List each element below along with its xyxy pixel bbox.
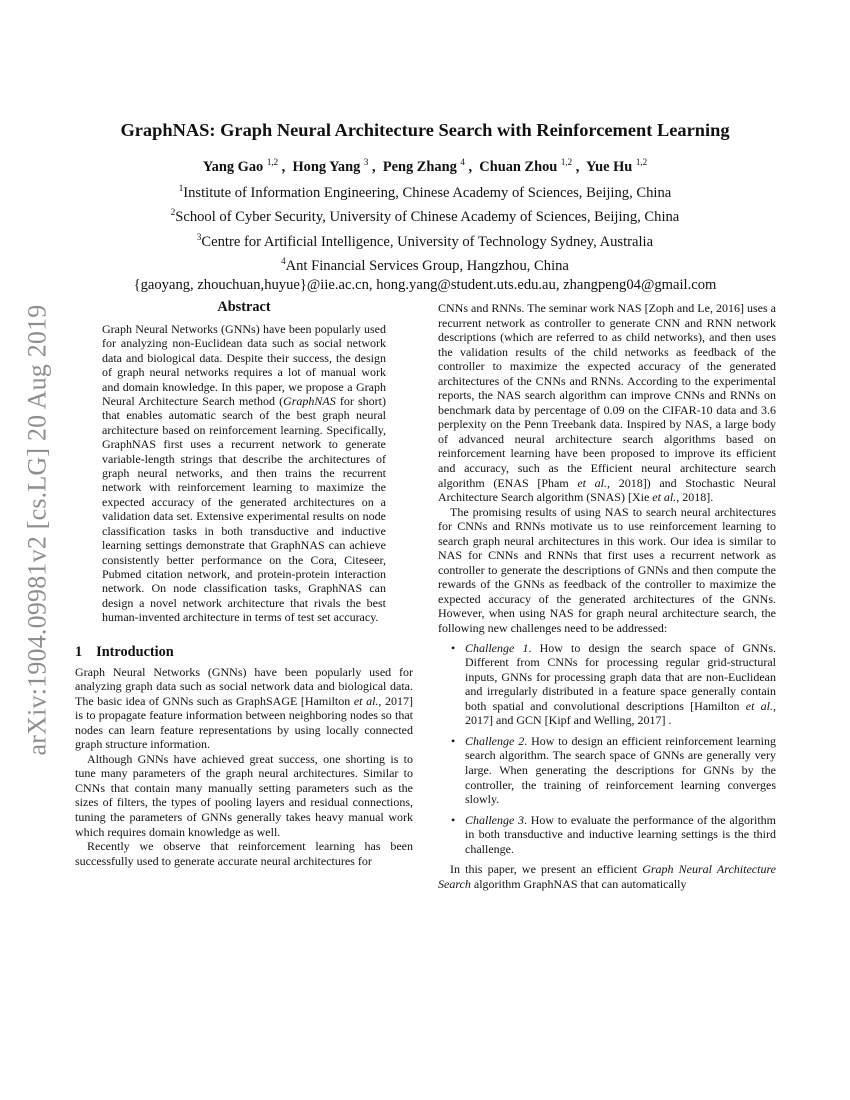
author-affiliation-mark: 3 [363,157,369,167]
author-name: Peng Zhang [382,158,457,175]
author-affiliation-mark: 1,2 [635,157,648,167]
challenge-label: Challenge 2 [465,733,525,748]
intro-paragraph-3-continued [438,301,776,505]
list-item [438,734,776,807]
affiliation-number: 1 [178,182,184,193]
intro-paragraph-5 [438,862,776,891]
abstract-text-part: Graph Neural Networks (GNNs) have been popularly used for analyzing non-Euclidean data such as social network data and biological data. Despite their success, the design of graph neural networks requires a lot of manual work and domain knowledge. In this paper, we propose a Graph Neural Architecture Search method ( [102,322,386,409]
affiliation-text: Centre for Artificial Intelligence, University of Technology Sydney, Australia [201,233,654,250]
affiliation-text: School of Cyber Security, University of Chinese Academy of Sciences, Beijing, China [175,209,680,226]
citation-emphasis: et al. [577,475,608,490]
author-name: Chuan Zhou [479,158,558,175]
challenge-label: Challenge 1 [465,640,529,655]
arxiv-side-stamp [19,290,55,770]
citation-emphasis: et al. [353,693,379,708]
author-emails: {gaoyang, zhouchuan,huyue}@iie.ac.cn, hong.yang@student.uts.edu.au, zhangpeng04@gmail.com [133,277,717,294]
bullet: • [451,733,456,748]
author-name: Yue Hu [586,158,633,175]
affiliation-text: Ant Financial Services Group, Hangzhou, China [285,257,569,274]
intro-paragraph-3: Recently we observe that reinforcement learning has been successfully used to generate accurate neural architectures for [75,839,413,868]
author-name: Hong Yang [292,158,361,175]
intro-paragraph-4: The promising results of using NAS to search neural architectures for CNNs and RNNs motivate us to use reinforcement learning to search graph neural architectures in this work. Our idea is similar to NAS for CNNs and RNNs that first uses a recurrent network as controller to generate the descriptions of GNNs and then compute the rewards of the GNNs as feedback of the controller to maximize the expected accuracy of the generated architectures of the GNNs. However, when using NAS for graph neural architecture search, the following new challenges need to be addressed: [438,504,776,636]
affiliation [60,203,790,227]
list-item [438,813,776,857]
paragraph-text: Graph Neural Networks (GNNs) have been popularly used for analyzing graph data such as social network data and biological data. The basic idea of GNNs such as GraphSAGE [Hamilton [75,664,413,708]
paragraph-text: CNNs and RNNs. The seminar work NAS [Zoph and Le, 2016] uses a recurrent network as controller to generate CNN and RNN network descriptions (which are referred to as child networks), and then uses the validation results of the child networks as feedback of the controller to maximize the expected accuracy of the generated architectures of the CNNs and RNNs. According to the experimental reports, the NAS search algorithm can improve CNNs and RNNs on benchmark data by percentage of 0.09 on the CIFAR-10 data and 3.6 perplexity on the Penn Treebank data. Inspired by NAS, a large body of advanced neural architecture search algorithms based on reinforcement learning have been proposed to improve its efficient and accuracy, such as the Efficient neural architecture search algorithm (ENAS [Pham [438,301,776,490]
challenge-list [438,641,776,857]
author-affiliation-mark: 1,2 [560,157,573,167]
affiliation-text: Institute of Information Engineering, Chinese Academy of Sciences, Beijing, China [183,184,672,201]
challenge-text: . How to design the search space of GNNs. Different from CNNs for processing regular grid-structural inputs, GNNs for processing graph data that are non-Euclidean and irregularly distributed in a feature space generally contain both spatial and convolutional descriptions [Hamilton [465,640,776,713]
author-affiliation-mark: 4 [460,157,465,167]
abstract-text [102,322,386,625]
affiliation-number: 2 [170,207,176,218]
bullet: • [451,640,456,655]
affiliation [60,252,790,276]
citation-emphasis: et al. [652,490,677,505]
section-heading-introduction [75,643,413,661]
paragraph-text: , 2018]) and Stochastic Neural Architecture Search algorithm (SNAS) [Xie [438,475,776,505]
author-affiliation-mark: 1,2 [266,157,279,167]
arxiv-id: arXiv:1904.09981v2 [cs.LG] 20 Aug 2019 [22,304,51,756]
affiliation [60,228,790,252]
paper-header [60,118,790,296]
paragraph-text: , 2018]. [676,490,714,505]
challenge-label: Challenge 3 [465,812,525,827]
list-item [438,641,776,728]
intro-paragraph-1 [75,665,413,752]
author-list: Yang Gao $^{1,2}$ , Hong Yang $^3$ , Peng Zhang $^4$ , Chuan Zhou $^{1,2}$ , Yue Hu $^{1,2}$ [202,157,648,175]
method-name-emphasis: Graph Neural Architecture Search [438,862,776,891]
left-column [75,298,413,868]
right-column [438,301,776,891]
intro-paragraph-2: Although GNNs have achieved great success, one shorting is to tune many parameters of the graph neural architectures. Similar to CNNs that contain many manually setting parameters such as the sizes of filters, the types of pooling layers and residual connections, tuning the parameters of GNNs generally takes heavy manual work which requires domain knowledge as well. [75,751,413,839]
challenge-text: , 2017] and GCN [Kipf and Welling, 2017] . [465,698,776,728]
challenge-text: . How to design an efficient reinforcement learning search algorithm. The search space of GNNs are generally very large. When generating the descriptions for GNNs by the controller, the training of reinforcement learning converges slowly. [465,733,776,807]
paragraph-text: In this paper, we present an efficient [450,862,643,877]
abstract-heading: Abstract [217,299,271,315]
challenge-text: . How to evaluate the performance of the algorithm in both transductive and inductive learning settings is the third challenge. [465,812,776,856]
section-number: 1 [75,643,83,660]
bullet: • [451,812,456,827]
section-title: Introduction [96,643,174,660]
paragraph-text: , 2017] is to propagate feature information between neighboring nodes so that nodes can learn feature representations by using locally connected graph structure information. [75,693,413,752]
author-name: Yang Gao [202,158,264,175]
citation-emphasis: et al. [745,698,773,713]
paper-title: GraphNAS: Graph Neural Architecture Search with Reinforcement Learning [120,120,730,140]
affiliation-number: 3 [196,231,202,242]
affiliation-number: 4 [281,255,286,266]
affiliation [60,179,790,203]
paragraph-text: algorithm GraphNAS that can automatically [470,876,687,891]
abstract-emphasis: GraphNAS [283,394,336,409]
abstract-text-part: for short) that enables automatic search of the best graph neural architecture based on reinforcement learning. Specifically, GraphNAS first uses a recurrent network to generate variable-length strings that describe the architectures of graph neural networks, and then trains the recurrent network with reinforcement learning to maximize the expected accuracy of the generated architectures on a validation data set. Extensive experimental results on node classification tasks in both transductive and inductive learning settings demonstrate that GraphNAS can achieve consistently better performance on the Cora, Citeseer, Pubmed citation network, and protein-protein interaction network. On node classification tasks, GraphNAS can design a novel network architecture that rivals the best human-invented architecture in terms of test set accuracy. [102,394,386,625]
